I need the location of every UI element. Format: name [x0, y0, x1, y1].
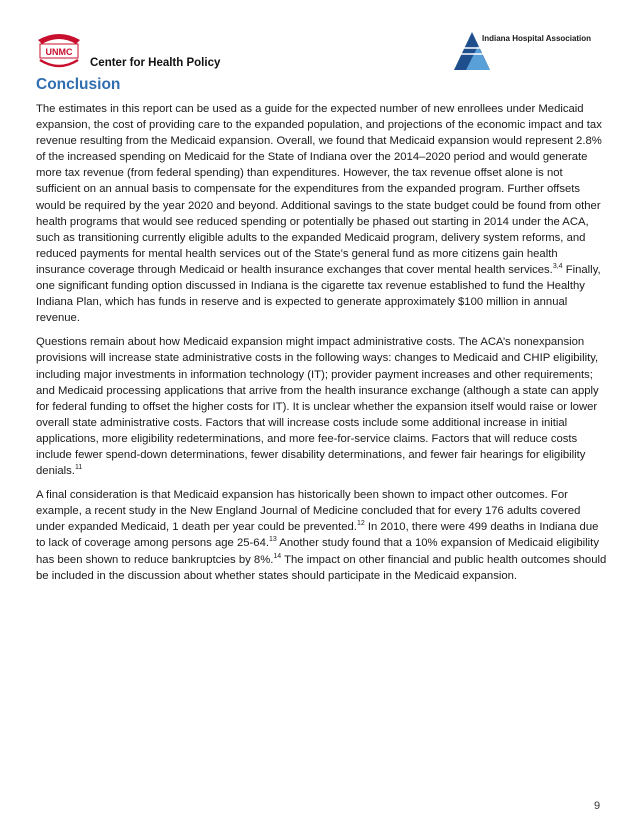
- footnote-ref-14: 14: [273, 552, 282, 560]
- paragraph-2-text-a: Questions remain about how Medicaid expansion might impact administrative costs. The ACA’s nonexpansion provisions will increase state administrative costs in the following ways: changes to Medicaid and CHIP eligibility, including major investments in information technology (IT); provider payment increases and other requirements; and Medicaid processing applications that arrive from the health insurance exchange (although a state can apply for federal funding to offset the higher costs for IT). It is unclear whether the expansion itself would raise or lower overall state administrative costs. Factors that will increase costs include some additional increase in initial applications, more eligibility redeterminations, and more fee-for-service claims. Factors that will reduce costs include fewer spend-down determinations, fewer disability determinations, and fewer fair hearings for eligibility denials.: [36, 336, 599, 478]
- paragraph-3: [36, 487, 608, 584]
- paragraph-3-text-c: Another study found that a 10% expansion of Medicaid eligibility has been shown to reduce bankruptcies by 8%.: [36, 537, 599, 566]
- paragraph-1-text-a: The estimates in this report can be used as a guide for the expected number of new enrollees under Medicaid expansion, the cost of providing care to the expanded population, and projections of the economic impact and tax revenue resulting from the Medicaid expansion. Overall, we found that Medicaid expansion would represent 2.8% of the increased spending on Medicaid for the State of Indiana over the 2014–2020 period and would generate more tax revenue (from federal spending) than expenditures. However, the tax revenue offset alone is not sufficient on an annual basis to compensate for the expenditures from the expanded program. Further offsets would be required by the year 2020 and beyond. Additional savings to the state budget could be found from other health programs that would see reduced spending or potentially be phased out starting in 2014 under the ACA, such as transitioning currently eligible adults to the expanded Medicaid program, delivery system reforms, and reduced payments for mental health services out of the State’s general fund as more citizens gain health insurance coverage through Medicaid or health insurance exchanges that cover mental health services.: [36, 103, 602, 276]
- paragraph-3-text-d: The impact on other financial and public health outcomes should be included in the discussion about whether states should participate in the Medicaid expansion.: [36, 553, 607, 582]
- paragraph-3-text-a: A final consideration is that Medicaid expansion has historically been shown to impact other outcomes. For example, a recent study in the New England Journal of Medicine concluded that for every 176 adults covered under expanded Medicaid, 1 death per year could be prevented.: [36, 489, 581, 534]
- paragraph-1-text-b: Finally, one significant funding option discussed in Indiana is the cigarette tax revenue established to fund the Healthy Indiana Plan, which has funds in reserve and is expected to generate approximately $100 million in annual revenue.: [36, 263, 601, 325]
- paragraph-3-text-b: In 2010, there were 499 deaths in Indiana due to lack of coverage among persons age 25-64.: [36, 521, 599, 550]
- unmc-logo-text: UNMC: [45, 47, 73, 57]
- footnote-ref-13: 13: [269, 536, 277, 544]
- unmc-logo: [34, 30, 84, 70]
- iha-logo-text: Indiana Hospital Association: [482, 34, 592, 43]
- page-number: 9: [594, 800, 601, 812]
- paragraph-2: [36, 334, 608, 479]
- body-text: [36, 101, 608, 592]
- section-title: Conclusion: [36, 76, 121, 93]
- page-header: [0, 0, 638, 74]
- footnote-ref-11: 11: [74, 464, 83, 472]
- footnote-ref-12: 12: [356, 520, 365, 528]
- center-for-health-policy-label: Center for Health Policy: [90, 57, 221, 69]
- footnote-ref-3-4: 3,4: [552, 263, 563, 271]
- paragraph-1: [36, 101, 608, 326]
